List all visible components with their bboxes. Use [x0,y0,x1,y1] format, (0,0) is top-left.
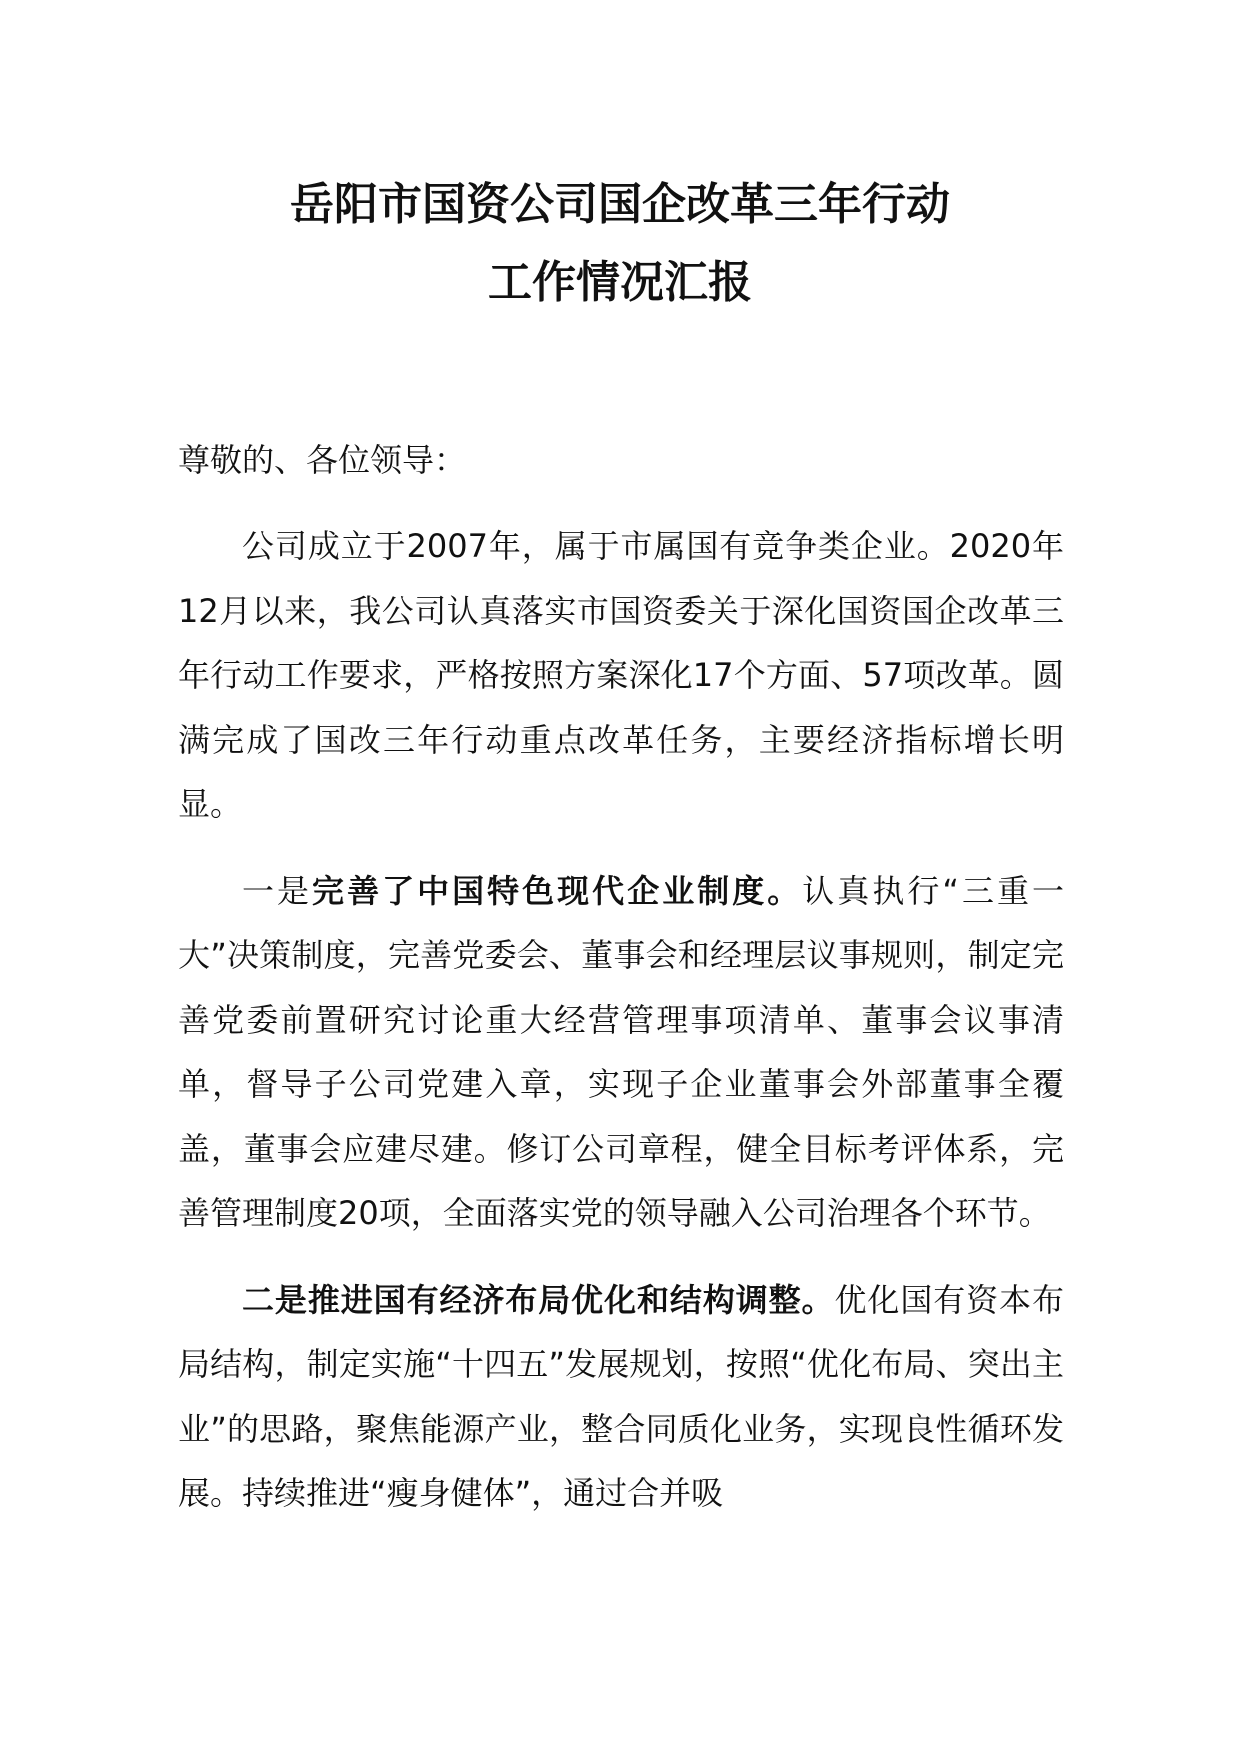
paragraph-intro-text: 公司成立于2007年，属于市属国有竞争类企业。2020年12月以来，我公司认真落实市国资委关于深化国资国企改革三年行动工作要求，严格按照方案深化17个方面、57项改革。圆满完成了国改三年行动重点改革任务，主要经济指标增长明显。 [178,527,1064,823]
document-title [0,166,1240,322]
paragraph-one-prefix: 一是 [242,871,313,910]
salutation: 尊敬的、各位领导： [178,441,467,479]
document-body [178,428,1064,1548]
title-line-2: 工作情况汇报 [488,257,752,308]
paragraph-two [178,1268,1064,1526]
paragraph-intro [178,514,1064,837]
paragraph-one-lead: 完善了中国特色现代企业制度。 [312,871,803,910]
paragraph-one-text: 认真执行“三重一大”决策制度，完善党委会、董事会和经理层议事规则，制定完善党委前置研究讨论重大经营管理事项清单、董事会议事清单，督导子公司党建入章，实现子企业董事会外部董事全覆盖，董事会应建尽建。修订公司章程，健全目标考评体系，完善管理制度20项，全面落实党的领导融入公司治理各个环节。 [178,871,1064,1232]
title-line-1: 岳阳市国资公司国企改革三年行动 [290,179,950,230]
paragraph-two-lead: 二是推进国有经济布局优化和结构调整。 [242,1280,835,1319]
paragraph-two-text: 优化国有资本布局结构，制定实施“十四五”发展规划，按照“优化布局、突出主业”的思路，聚焦能源产业，整合同质化业务，实现良性循环发展。持续推进“瘦身健体”，通过合并吸 [178,1280,1064,1512]
paragraph-one [178,859,1064,1246]
